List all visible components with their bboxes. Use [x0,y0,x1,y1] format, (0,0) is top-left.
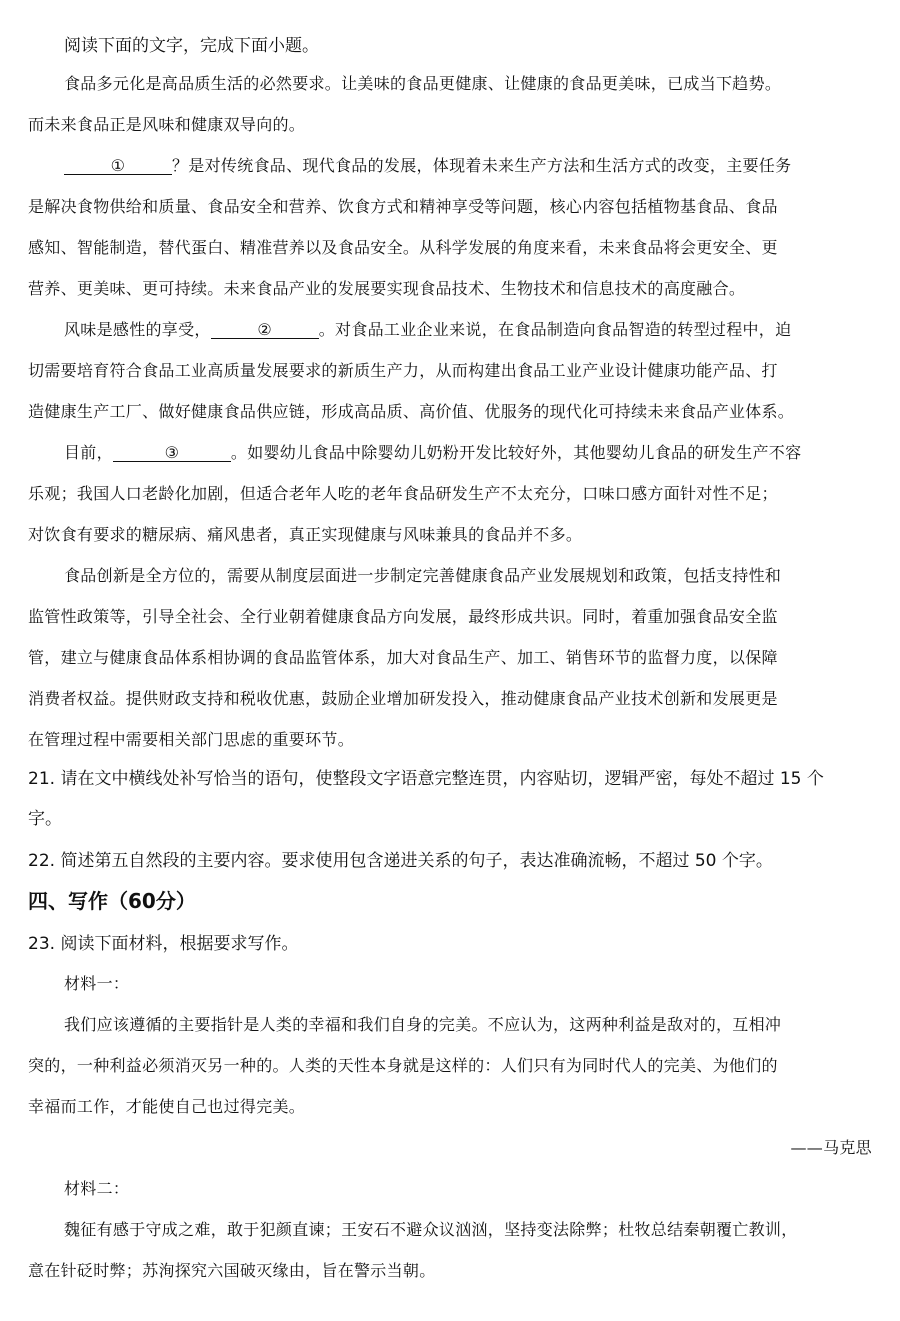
passage-p3-text: 。对食品工业企业来说，在食品制造向食品智造的转型过程中，迫 [318,320,792,339]
passage-p3-line-3: 造健康生产工厂、做好健康食品供应链，形成高品质、高价值、优服务的现代化可持续未来食品产业体系。 [28,402,795,421]
passage-p5-line-4: 消费者权益。提供财政支持和税收优惠，鼓励企业增加研发投入，推动健康食品产业技术创新和发展更是 [28,689,778,708]
section-writing-heading: 四、写作（60分） [28,889,196,913]
material-2-line-2: 意在针砭时弊；苏洵探究六国破灭缘由，旨在警示当朝。 [28,1261,436,1280]
passage-p1-line-1: 食品多元化是高品质生活的必然要求。让美味的食品更健康、让健康的食品更美味，已成当下趋势。 [64,74,782,93]
fill-blank-3[interactable]: ③ [113,445,231,462]
passage-p4-line-2: 乐观；我国人口老龄化加剧，但适合老年人吃的老年食品研发生产不太充分，口味口感方面针对性不足； [28,484,778,503]
passage-p5-line-5: 在管理过程中需要相关部门思虑的重要环节。 [28,730,355,749]
material-1-label: 材料一： [64,974,130,993]
question-22: 22. 简述第五自然段的主要内容。要求使用包含递进关系的句子，表达准确流畅，不超过 50 个字。 [28,851,773,871]
passage-p4-lead: 目前， [64,443,113,462]
passage-p5-line-3: 管，建立与健康食品体系相协调的食品监管体系，加大对食品生产、加工、销售环节的监督力度，以保障 [28,648,778,667]
question-21-line-2: 字。 [28,809,62,829]
passage-p3-line-2: 切需要培育符合食品工业高质量发展要求的新质生产力，从而构建出食品工业产业设计健康功能产品、打 [28,361,778,380]
fill-blank-1[interactable]: ① [64,158,172,175]
passage-p5-line-2: 监管性政策等，引导全社会、全行业朝着健康食品方向发展，最终形成共识。同时，着重加强食品安全监 [28,607,778,626]
material-1-line-2: 突的，一种利益必须消灭另一种的。人类的天性本身就是这样的：人们只有为同时代人的完美、为他们的 [28,1056,778,1075]
passage-p2-line-1 [64,153,791,176]
material-1-line-3: 幸福而工作，才能使自己也过得完美。 [28,1097,306,1116]
material-1-line-1: 我们应该遵循的主要指针是人类的幸福和我们自身的完美。不应认为，这两种利益是敌对的，互相冲 [64,1015,782,1034]
material-2-label: 材料二： [64,1179,130,1198]
question-21-line-1: 21. 请在文中横线处补写恰当的语句，使整段文字语意完整连贯，内容贴切，逻辑严密，每处不超过 15 个 [28,769,824,789]
material-2-line-1: 魏征有感于守成之难，敢于犯颜直谏；王安石不避众议汹汹，坚持变法除弊；杜牧总结秦朝覆亡教训， [64,1220,798,1239]
material-1-source: ——马克思 [790,1138,872,1157]
passage-p3-line-1 [64,317,791,340]
passage-p2-line-2: 是解决食物供给和质量、食品安全和营养、饮食方式和精神享受等问题，核心内容包括植物基食品、食品 [28,197,778,216]
passage-p4-line-3: 对饮食有要求的糖尿病、痛风患者，真正实现健康与风味兼具的食品并不多。 [28,525,583,544]
passage-p2-line-4: 营养、更美味、更可持续。未来食品产业的发展要实现食品技术、生物技术和信息技术的高度融合。 [28,279,746,298]
passage-p5-line-1: 食品创新是全方位的，需要从制度层面进一步制定完善健康食品产业发展规划和政策，包括支持性和 [64,566,782,585]
fill-blank-2[interactable]: ② [211,322,319,339]
passage-p4-line-1 [64,440,801,463]
reading-instruction: 阅读下面的文字，完成下面小题。 [64,36,319,56]
passage-p2-text: ？是对传统食品、现代食品的发展，体现着未来生产方法和生活方式的改变，主要任务 [172,156,792,175]
passage-p1-line-2: 而未来食品正是风味和健康双导向的。 [28,115,306,134]
passage-p2-line-3: 感知、智能制造，替代蛋白、精准营养以及食品安全。从科学发展的角度来看，未来食品将会更安全、更 [28,238,778,257]
passage-p3-lead: 风味是感性的享受， [64,320,211,339]
question-23: 23. 阅读下面材料，根据要求写作。 [28,934,299,954]
passage-p4-text: 。如婴幼儿食品中除婴幼儿奶粉开发比较好外，其他婴幼儿食品的研发生产不容 [230,443,802,462]
